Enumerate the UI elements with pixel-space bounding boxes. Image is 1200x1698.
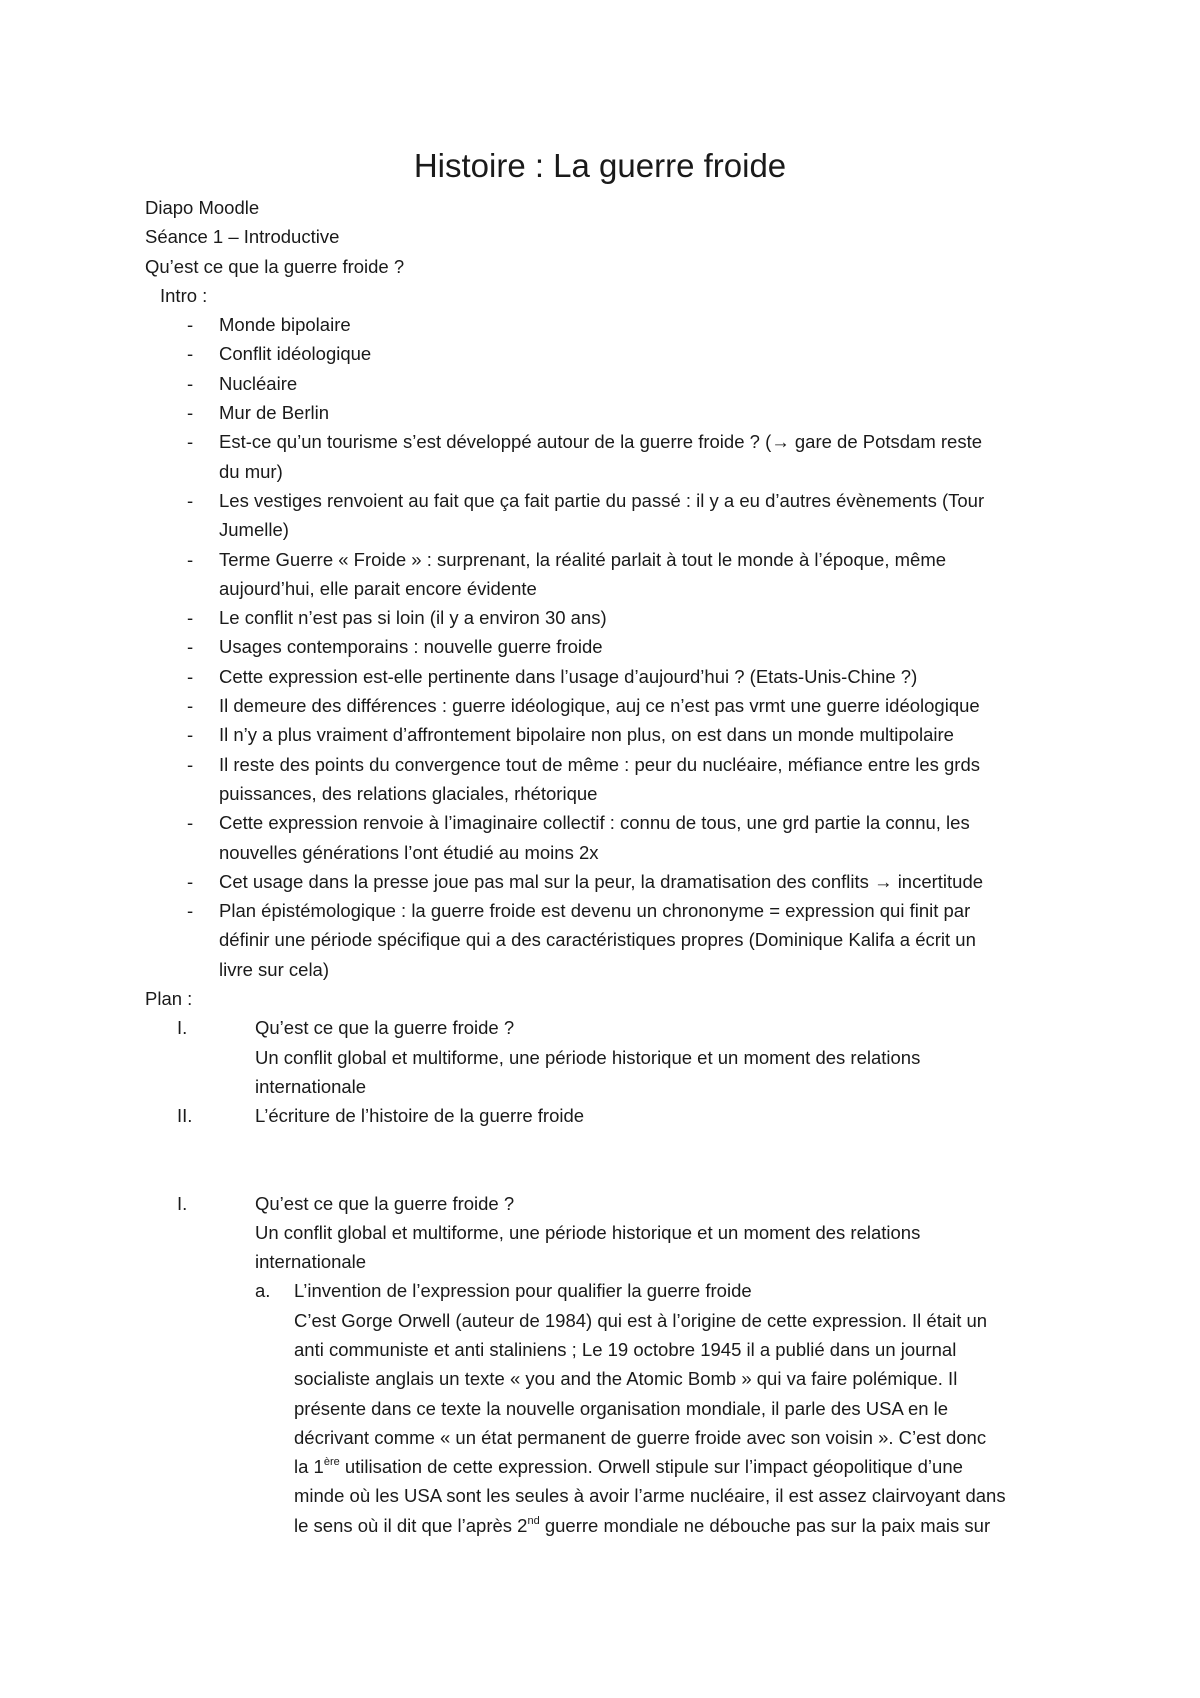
ordinal-superscript: ère [323, 1456, 340, 1469]
bullet-item [145, 310, 1065, 339]
subsection-heading: L’invention de l’expression pour qualifier la guerre froide [294, 1280, 752, 1302]
bullet-text: Cette expression est-elle pertinente dans l’usage d’aujourd’hui ? (Etats-Unis-Chine ?) [219, 665, 918, 687]
bullet-text: Jumelle) [219, 519, 289, 541]
bullet-text: Terme Guerre « Froide » : surprenant, la réalité parlait à tout le monde à l’époque, même [219, 548, 947, 570]
bullet-dash: - [187, 812, 194, 834]
bullet-item [145, 545, 1065, 604]
bullet-text: Cet usage dans la presse joue pas mal sur la peur, la dramatisation des conflits → incertitude [219, 870, 984, 892]
bullet-item [145, 750, 1065, 809]
bullet-item [145, 632, 1065, 661]
bullet-item [145, 369, 1065, 398]
document-title: Histoire : La guerre froide [413, 147, 787, 184]
bullet-text: Monde bipolaire [219, 314, 351, 336]
bullet-dash: - [187, 724, 194, 746]
bullet-text: Il reste des points du convergence tout de même : peur du nucléaire, méfiance entre les grds [219, 753, 980, 775]
section-number: I. [177, 1192, 188, 1214]
section-line: Un conflit global et multiforme, une période historique et un moment des relations [255, 1221, 921, 1243]
paragraph-line: anti communiste et anti staliniens ; Le 19 octobre 1945 il a publié dans un journal [294, 1338, 957, 1360]
plan-list [145, 1013, 1065, 1130]
bullet-dash: - [187, 343, 194, 365]
bullet-dash: - [187, 900, 194, 922]
bullet-dash: - [187, 548, 194, 570]
bullet-dash: - [187, 402, 194, 424]
plan-number: II. [177, 1105, 193, 1127]
bullet-item [145, 808, 1065, 867]
bullet-item [145, 662, 1065, 691]
bullet-item [145, 603, 1065, 632]
bullet-text: Il demeure des différences : guerre idéologique, auj ce n’est pas vrmt une guerre idéologique [219, 695, 980, 717]
header-line: Qu’est ce que la guerre froide ? [145, 255, 405, 277]
paragraph-text: la 1 [294, 1456, 324, 1478]
plan-label: Plan : [145, 988, 193, 1010]
bullet-text: livre sur cela) [219, 958, 329, 980]
paragraph-line: décrivant comme « un état permanent de guerre froide avec son voisin ». C’est donc [294, 1426, 987, 1448]
subsection [145, 1276, 1065, 1540]
bullet-item [145, 691, 1065, 720]
bullet-text: Cette expression renvoie à l’imaginaire collectif : connu de tous, une grd partie la connu, les [219, 812, 970, 834]
bullet-text: aujourd’hui, elle parait encore évidente [219, 577, 537, 599]
bullet-item [145, 427, 1065, 486]
paragraph-line: C’est Gorge Orwell (auteur de 1984) qui est à l’origine de cette expression. Il était un [294, 1309, 988, 1331]
header-line: Séance 1 – Introductive [145, 226, 340, 248]
bullet-dash: - [187, 372, 194, 394]
bullet-dash: - [187, 431, 194, 453]
bullet-dash: - [187, 489, 194, 511]
bullet-dash: - [187, 695, 194, 717]
header-line: Diapo Moodle [145, 197, 260, 218]
paragraph-line: présente dans ce texte la nouvelle organisation mondiale, il parle des USA en le [294, 1397, 949, 1419]
bullet-text: Usages contemporains : nouvelle guerre froide [219, 636, 603, 658]
bullet-item [145, 486, 1065, 545]
document-body [145, 193, 1065, 1540]
bullet-text: Les vestiges renvoient au fait que ça fait partie du passé : il y a eu d’autres évènements (Tour [219, 489, 985, 511]
bullet-item [145, 867, 1065, 896]
plan-text: Un conflit global et multiforme, une période historique et un moment des relations [255, 1046, 921, 1068]
paragraph-text: guerre mondiale ne débouche pas sur la paix mais sur [539, 1514, 991, 1536]
plan-text: Qu’est ce que la guerre froide ? [255, 1017, 515, 1039]
section-heading [145, 1189, 1065, 1277]
section-line: internationale [255, 1251, 367, 1273]
bullet-text: Le conflit n’est pas si loin (il y a environ 30 ans) [219, 607, 607, 629]
subsection-letter: a. [255, 1280, 271, 1302]
bullet-text: puissances, des relations glaciales, rhétorique [219, 782, 598, 804]
bullet-text: Plan épistémologique : la guerre froide est devenu un chrononyme = expression qui finit par [219, 900, 971, 922]
bullet-text: nouvelles générations l’ont étudié au moins 2x [219, 841, 599, 863]
bullet-text: Conflit idéologique [219, 343, 372, 365]
bullet-item [145, 896, 1065, 984]
bullet-item [145, 398, 1065, 427]
plan-item [145, 1013, 1065, 1101]
bullet-dash: - [187, 753, 194, 775]
bullet-text: Est-ce qu’un tourisme s’est développé autour de la guerre froide ? (→ gare de Potsdam reste [219, 431, 983, 453]
plan-text: L’écriture de l’histoire de la guerre froide [255, 1105, 585, 1127]
intro-label: Intro : [160, 284, 208, 306]
paragraph-text: le sens où il dit que l’après 2 [294, 1514, 528, 1536]
spacer [145, 1131, 1065, 1189]
plan-number: I. [177, 1017, 188, 1039]
plan-text: internationale [255, 1075, 367, 1097]
paragraph-line [294, 1511, 1065, 1540]
paragraph-line [294, 1452, 1065, 1481]
section-line: Qu’est ce que la guerre froide ? [255, 1192, 515, 1214]
bullet-text: définir une période spécifique qui a des caractéristiques propres (Dominique Kalifa a écrit un [219, 929, 976, 951]
bullet-dash: - [187, 314, 194, 336]
ordinal-superscript: nd [527, 1514, 540, 1527]
bullet-dash: - [187, 665, 194, 687]
bullet-text: Nucléaire [219, 372, 298, 394]
bullet-list [145, 310, 1065, 984]
bullet-text: Mur de Berlin [219, 402, 330, 424]
paragraph-text: utilisation de cette expression. Orwell stipule sur l’impact géopolitique d’une [339, 1456, 963, 1478]
bullet-text: du mur) [219, 460, 283, 482]
paragraph-line: socialiste anglais un texte « you and the Atomic Bomb » qui va faire polémique. Il [294, 1368, 958, 1390]
bullet-item [145, 339, 1065, 368]
bullet-text: Il n’y a plus vraiment d’affrontement bipolaire non plus, on est dans un monde multipolaire [219, 724, 954, 746]
bullet-item [145, 720, 1065, 749]
paragraph-line: minde où les USA sont les seules à avoir l’arme nucléaire, il est assez clairvoyant dans [294, 1485, 1006, 1507]
bullet-dash: - [187, 607, 194, 629]
bullet-dash: - [187, 870, 194, 892]
plan-item [145, 1101, 1065, 1130]
bullet-dash: - [187, 636, 194, 658]
